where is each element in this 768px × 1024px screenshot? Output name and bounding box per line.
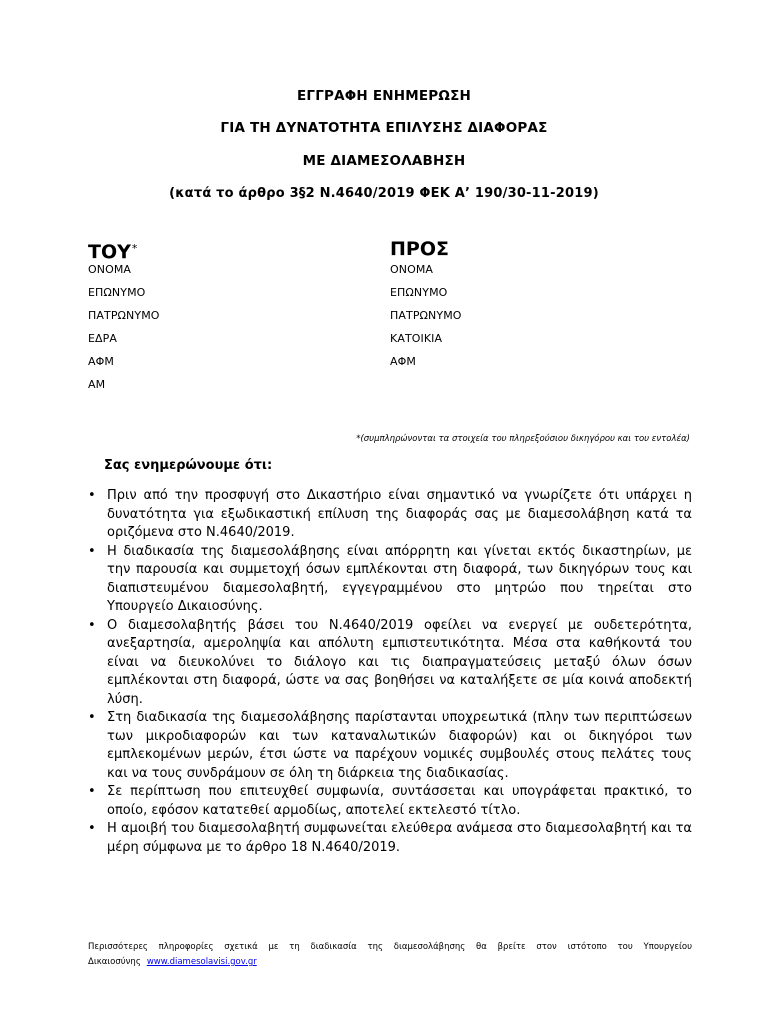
recipient-field-fathers-name: ΠΑΤΡΩΝΥΜΟ <box>390 309 462 322</box>
footer-note <box>88 940 692 970</box>
list-item-text: Ο διαμεσολαβητής βάσει του Ν.4640/2019 οφείλει να ενεργεί με ουδετερότητα, ανεξαρτησία, αμεροληψία και απόλυτη εμπιστευτικότητα. Μέσα στα καθήκοντά του είναι να διευκολύνει το διάλογο και τις διαπραγματεύσεις μεταξύ όλων όσων εμπλέκονται στη διαφορά, ώστε να σας βοηθήσει να καταλήξετε σε μία κοινά αποδεκτή λύση. <box>107 617 692 707</box>
bullet-icon: • <box>88 784 96 799</box>
sender-field-office: ΕΔΡΑ <box>88 332 118 345</box>
sender-field-surname: ΕΠΩΝΥΜΟ <box>88 286 146 299</box>
bullet-icon: • <box>88 617 96 633</box>
title-line-1: ΕΓΓΡΑΦΗ ΕΝΗΜΕΡΩΣΗ <box>296 88 471 104</box>
bullet-icon: • <box>88 488 96 503</box>
information-list <box>88 487 692 857</box>
recipient-heading: ΠΡΟΣ <box>390 238 449 260</box>
footnote: *(συμπληρώνονται τα στοιχεία του πληρεξούσιου δικηγόρου και του εντολέα) <box>356 434 690 444</box>
title-line-2: ΓΙΑ ΤΗ ΔΥΝΑΤΟΤΗΤΑ ΕΠΙΛΥΣΗΣ ΔΙΑΦΟΡΑΣ <box>220 120 548 136</box>
recipient-section <box>390 238 462 379</box>
bullet-icon: • <box>88 821 96 836</box>
bullet-icon: • <box>88 710 96 725</box>
list-item-text: Σε περίπτωση που επιτευχθεί συμφωνία, συντάσσεται και υπογράφεται πρακτικό, το οποίο, εφόσον κατατεθεί αρμοδίως, αποτελεί εκτελεστό τίτλο. <box>107 784 692 818</box>
sender-heading <box>88 238 160 264</box>
recipient-field-residence: ΚΑΤΟΙΚΙΑ <box>390 332 443 345</box>
sender-field-registry-number: ΑΜ <box>88 378 106 391</box>
sender-heading-text: ΤΟΥ <box>88 241 131 263</box>
sender-field-fathers-name: ΠΑΤΡΩΝΥΜΟ <box>88 309 160 322</box>
recipient-field-surname: ΕΠΩΝΥΜΟ <box>390 286 448 299</box>
title-legal-reference: (κατά το άρθρο 3§2 Ν.4640/2019 ΦΕΚ Α’ 190/30-11-2019) <box>169 186 599 201</box>
sender-field-name: ΟΝΟΜΑ <box>88 263 132 276</box>
sender-field-tax-id: ΑΦΜ <box>88 355 114 368</box>
list-item-text: Η αμοιβή του διαμεσολαβητή συμφωνείται ελεύθερα ανάμεσα στο διαμεσολαβητή και τα μέρη σύμφωνα με το άρθρο 18 Ν.4640/2019. <box>107 821 692 855</box>
list-item <box>88 543 692 617</box>
list-item <box>88 709 692 783</box>
footer-text: Περισσότερες πληροφορίες σχετικά με τη διαδικασία της διαμεσολάβησης θα βρείτε στον ιστότοπο του Υπουργείου Δικαιοσύνης <box>88 942 692 967</box>
list-item <box>88 820 692 857</box>
list-item-text: Η διαδικασία της διαμεσολάβησης είναι απόρρητη και γίνεται εκτός δικαστηρίων, με την παρουσία και συμμετοχή όσων εμπλέκονται στη διαφορά, των δικηγόρων τους και διαπιστευμένου διαμεσολαβητή, εγγεγραμμένου στο μητρώο που τηρείται στο Υπουργείο Δικαιοσύνης. <box>107 543 692 614</box>
list-item <box>88 487 692 543</box>
recipient-field-name: ΟΝΟΜΑ <box>390 263 434 276</box>
sender-section <box>88 238 160 402</box>
inform-heading: Σας ενημερώνουμε ότι: <box>104 458 273 473</box>
bullet-icon: • <box>88 543 96 559</box>
list-item <box>88 617 692 710</box>
list-item-text: Στη διαδικασία της διαμεσολάβησης παρίστανται υποχρεωτικά (πλην των περιπτώσεων των μικροδιαφορών και των καταναλωτικών διαφορών) και οι δικηγόροι των εμπλεκομένων μερών, έτσι ώστε να παρέχουν νομικές συμβουλές στους πελάτες τους και να τους συνδράμουν σε όλη τη διάρκεια της διαδικασίας. <box>107 710 692 781</box>
title-line-3: ΜΕ ΔΙΑΜΕΣΟΛΑΒΗΣΗ <box>302 153 466 169</box>
ministry-website-link[interactable]: www.diamesolavisi.gov.gr <box>146 957 257 967</box>
sender-footnote-marker: * <box>131 242 138 255</box>
list-item-text: Πριν από την προσφυγή στο Δικαστήριο είναι σημαντικό να γνωρίζετε ότι υπάρχει η δυνατότητα για εξωδικαστική επίλυση της διαφοράς σας με διαμεσολάβηση κατά τα οριζόμενα στο Ν.4640/2019. <box>107 488 692 540</box>
recipient-field-tax-id: ΑΦΜ <box>390 355 416 368</box>
list-item <box>88 783 692 820</box>
